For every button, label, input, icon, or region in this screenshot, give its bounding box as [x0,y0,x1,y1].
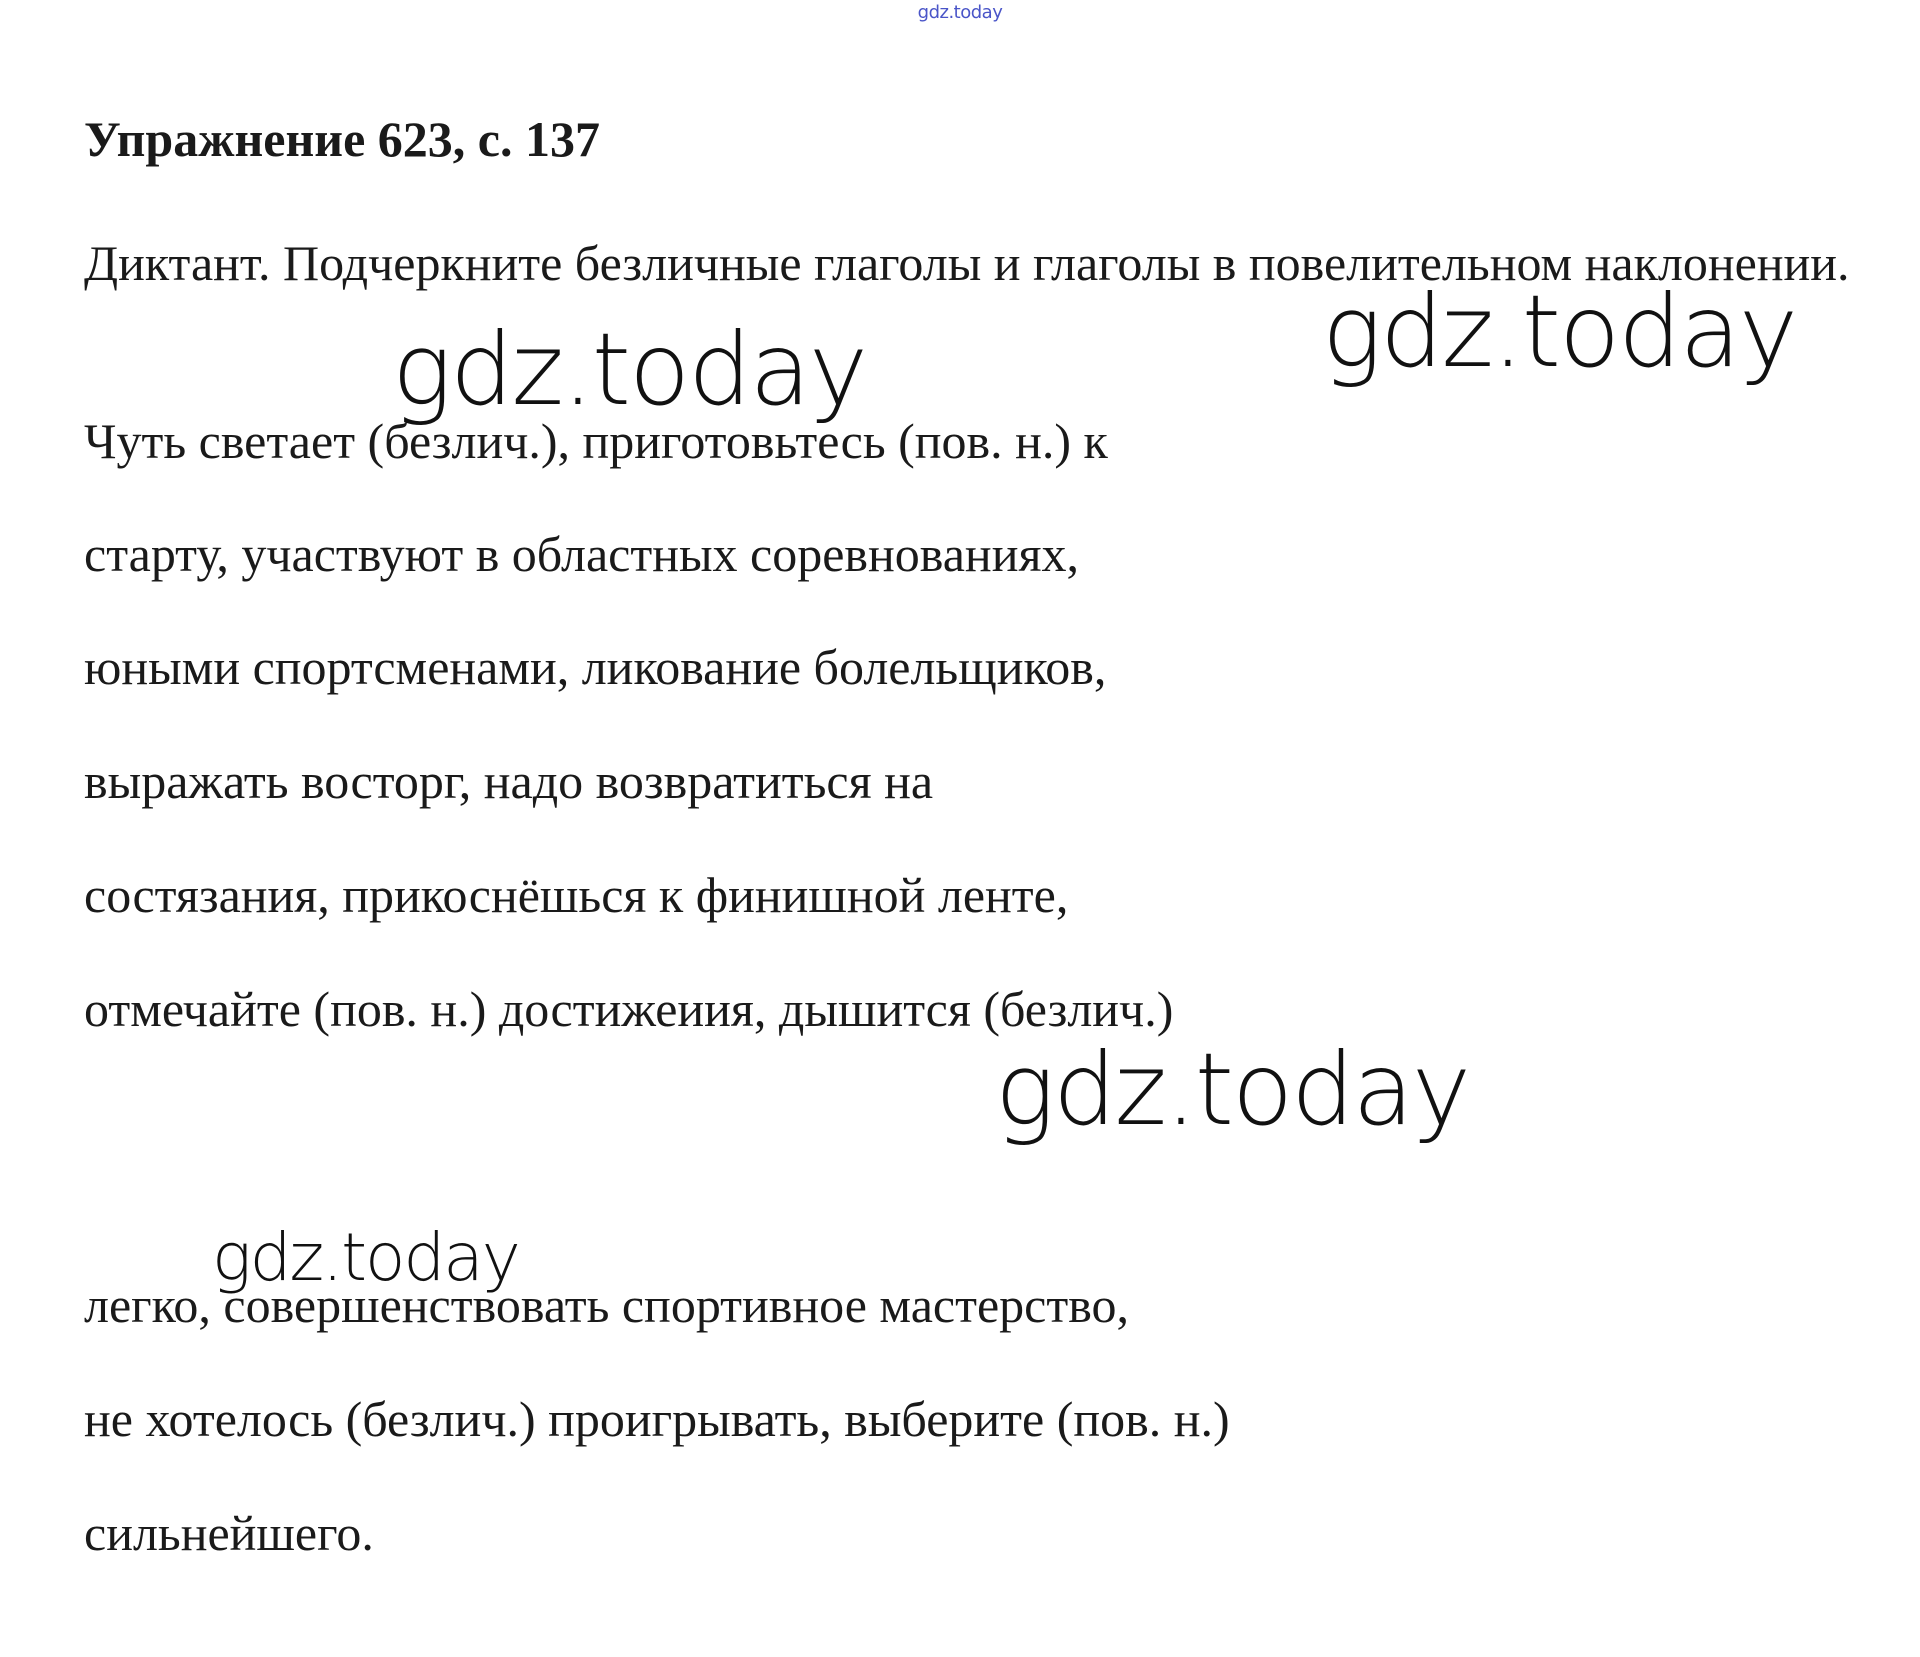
exercise-instruction: Диктант. Подчеркните безличные глаголы и глаголы в повелительном наклонении. [84,235,1850,291]
watermark: gdz.today [392,311,867,428]
text-line: выражать восторг, надо возвратиться на [84,753,934,809]
text-line: состязания, прикоснёшься к финишной ленте, [84,867,1069,923]
text-line: легко, совершенствовать спортивное мастерство, [84,1277,1129,1333]
watermark: gdz.today [212,1219,519,1296]
text-line: отмечайте (пов. н.) достижеиия, дышится (безлич.) [84,981,1174,1037]
top-watermark: gdz.today [917,2,1003,23]
text-line: сильнейшего. [84,1505,374,1561]
text-line: старту, участвуют в областных соревнованиях, [84,526,1079,582]
watermark: gdz.today [1322,273,1797,390]
text-line: не хотелось (безлич.) проигрывать, выберите (пов. н.) [84,1391,1230,1447]
watermark: gdz.today [995,1031,1470,1148]
text-line: юными спортсменами, ликование болельщиков, [84,639,1107,695]
text-line: Чуть светает (безлич.), приготовьтесь (пов. н.) к [84,413,1108,469]
exercise-title: Упражнение 623, с. 137 [84,111,600,167]
